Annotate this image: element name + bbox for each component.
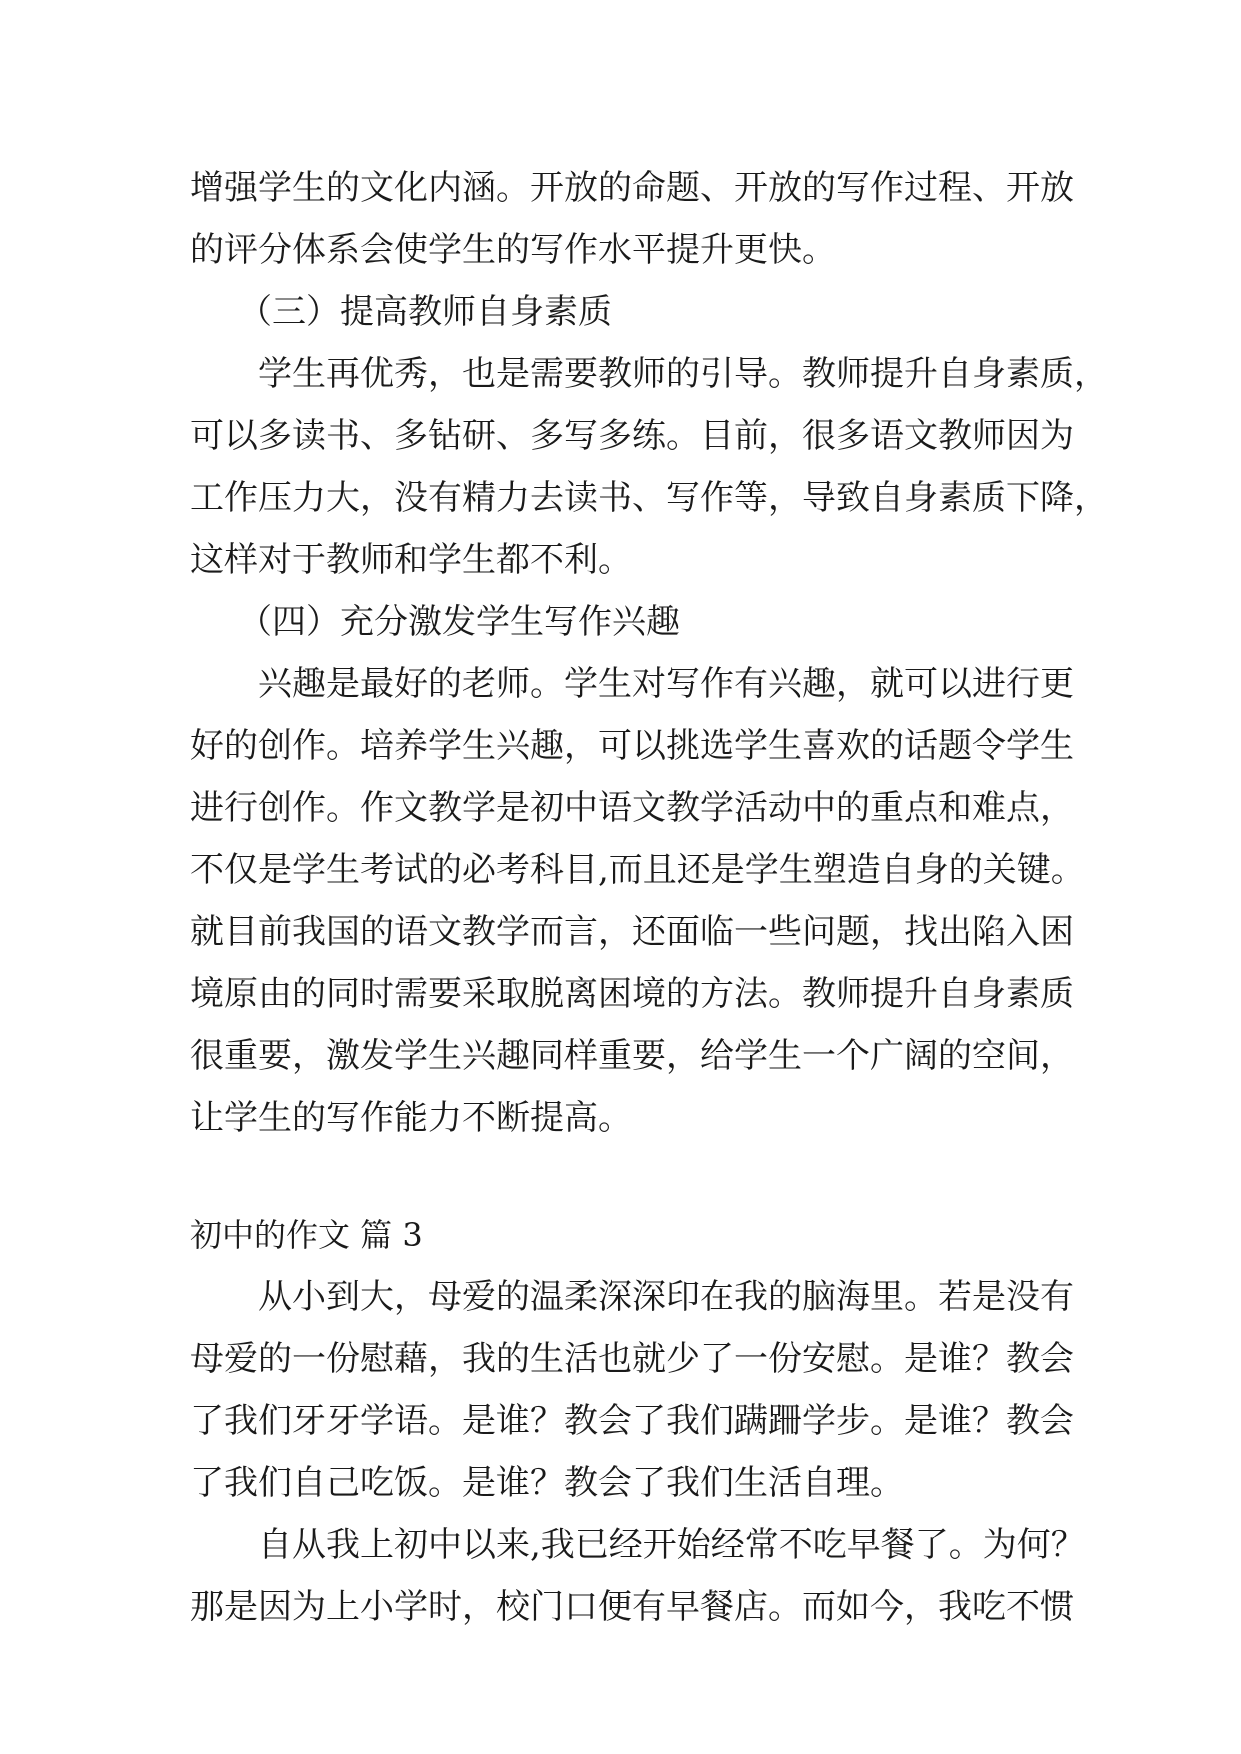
paragraph-line: 不仅是学生考试的必考科目,而且还是学生塑造自身的关键。 [190,850,1085,890]
paragraph-line: 可以多读书、多钻研、多写多练。目前，很多语文教师因为 [190,416,1074,456]
paragraph-line: 让学生的写作能力不断提高。 [190,1098,632,1138]
paragraph-line: 母爱的一份慰藉，我的生活也就少了一份安慰。是谁？教会 [190,1339,1074,1379]
paragraph-line: 增强学生的文化内涵。开放的命题、开放的写作过程、开放 [190,168,1074,208]
paragraph-line: 工作压力大，没有精力去读书、写作等，导致自身素质下降， [190,478,1108,518]
paragraph-line: 进行创作。作文教学是初中语文教学活动中的重点和难点， [190,788,1074,828]
paragraph-line: 学生再优秀，也是需要教师的引导。教师提升自身素质， [258,354,1108,394]
paragraph-line: 好的创作。培养学生兴趣，可以挑选学生喜欢的话题令学生 [190,726,1074,766]
paragraph-line: 这样对于教师和学生都不利。 [190,540,632,580]
paragraph-line: 从小到大，母爱的温柔深深印在我的脑海里。若是没有 [258,1277,1074,1317]
paragraph-line: 很重要，激发学生兴趣同样重要，给学生一个广阔的空间， [190,1036,1074,1076]
paragraph-line: 那是因为上小学时，校门口便有早餐店。而如今，我吃不惯 [190,1587,1074,1627]
paragraph-line: 兴趣是最好的老师。学生对写作有兴趣，就可以进行更 [258,664,1074,704]
paragraph-line: 了我们牙牙学语。是谁？教会了我们蹒跚学步。是谁？教会 [190,1401,1074,1441]
paragraph-line: 境原由的同时需要采取脱离困境的方法。教师提升自身素质 [190,974,1074,1014]
paragraph-line: 就目前我国的语文教学而言，还面临一些问题，找出陷入困 [190,912,1074,952]
section-heading: （三）提高教师自身素质 [238,292,612,332]
paragraph-line: 自从我上初中以来,我已经开始经常不吃早餐了。为何？ [258,1525,1085,1565]
paragraph-line: 的评分体系会使学生的写作水平提升更快。 [190,230,836,270]
paragraph-line: 了我们自己吃饭。是谁？教会了我们生活自理。 [190,1463,904,1503]
section-heading: （四）充分激发学生写作兴趣 [238,602,680,642]
article-title: 初中的作文 篇 3 [190,1216,423,1254]
